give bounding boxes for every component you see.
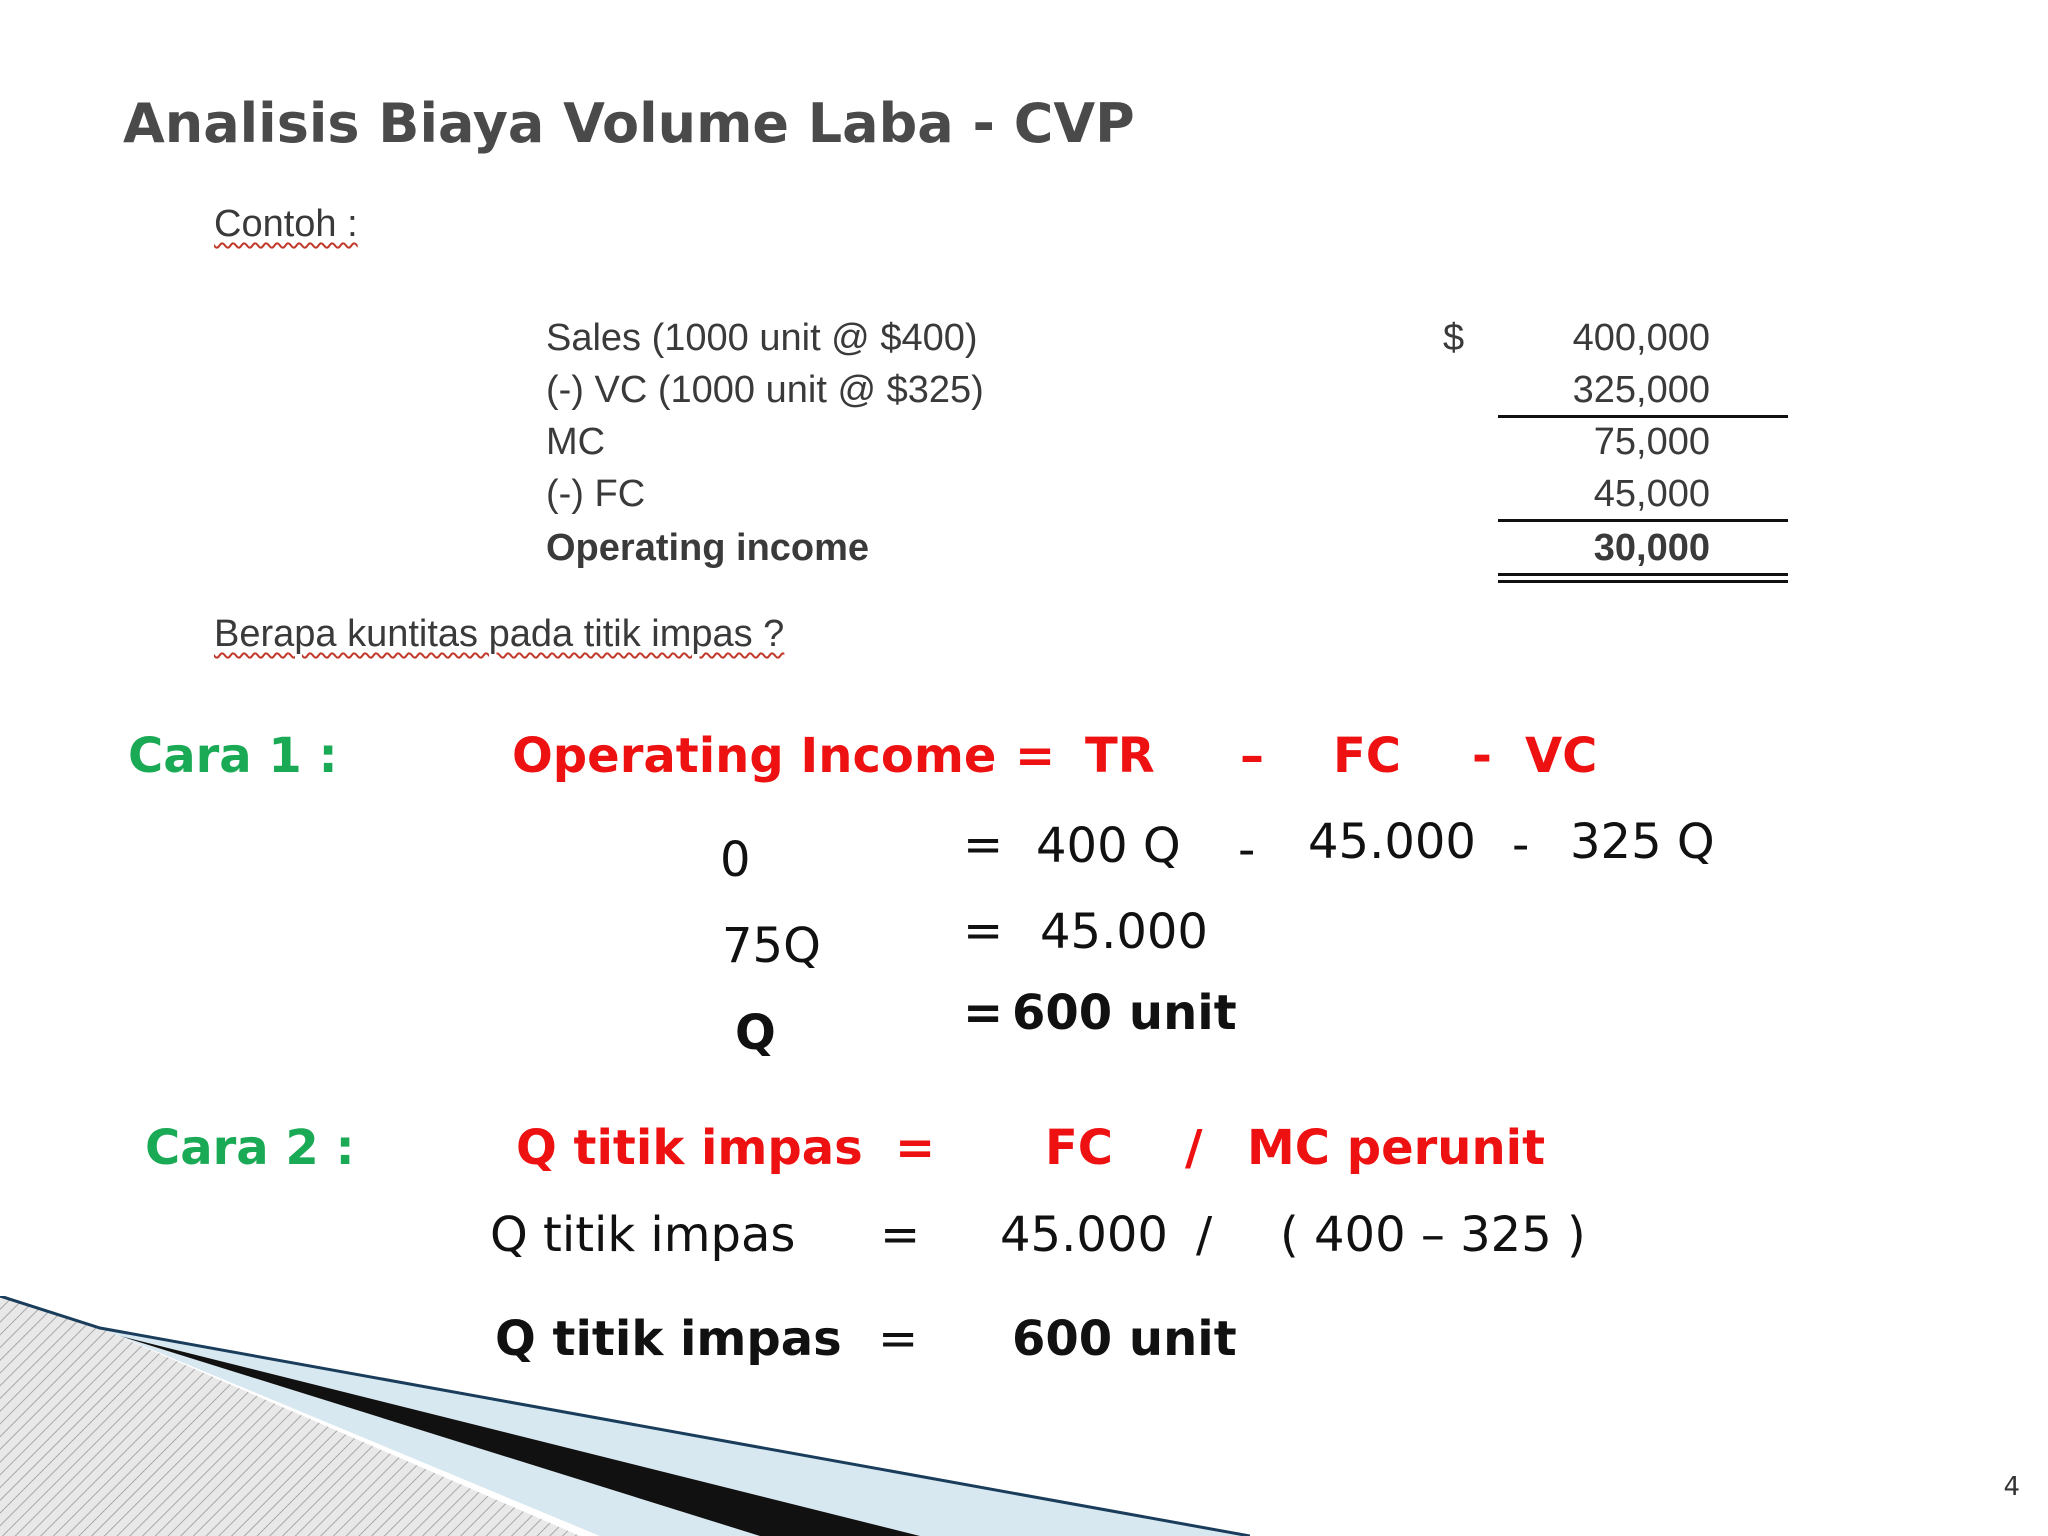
cara2-step1-op: / — [1196, 1207, 1213, 1263]
cara2-step2-result: 600 unit — [1012, 1311, 1237, 1367]
cara2-lhs: Q titik impas — [516, 1120, 863, 1176]
cara2-step1-a: 45.000 — [1000, 1207, 1168, 1263]
row-oi-label: Operating income — [546, 527, 870, 569]
cara1-step1-op1: - — [1238, 822, 1256, 878]
row-fc-label: (-) FC — [546, 473, 646, 515]
cara2-step1-lhs: Q titik impas — [490, 1207, 796, 1263]
cara2-eq: = — [895, 1120, 936, 1176]
cara1-step1-c: 325 Q — [1570, 814, 1715, 870]
row-vc-label: (-) VC (1000 unit @ $325) — [546, 369, 984, 411]
cara1-step3-eq: = — [963, 985, 1004, 1041]
cara1-op1: – — [1240, 728, 1264, 784]
cara1-eq: = — [1015, 728, 1056, 784]
row-oi-amount: 30,000 — [1593, 527, 1710, 569]
cara1-step1-op2: - — [1512, 817, 1530, 873]
row-mc-amount: 75,000 — [1593, 421, 1710, 463]
slide-title: Analisis Biaya Volume Laba - CVP — [123, 92, 1135, 155]
cara1-step3-lhs: Q — [735, 1005, 776, 1061]
cara2-label: Cara 2 : — [145, 1120, 355, 1176]
cara2-mc: MC perunit — [1247, 1120, 1546, 1176]
cara1-step2-eq: = — [963, 903, 1004, 959]
cara1-label: Cara 1 : — [128, 728, 338, 784]
cara2-step1-b: ( 400 – 325 ) — [1280, 1207, 1586, 1263]
cara2-op: / — [1185, 1120, 1203, 1176]
cara2-step2-eq: = — [878, 1311, 919, 1367]
example-question: Berapa kuntitas pada titik impas ? — [214, 613, 785, 655]
cara1-lhs: Operating Income — [512, 728, 997, 784]
cara1-step2-lhs: 75Q — [722, 918, 821, 974]
cara1-step1-b: 45.000 — [1308, 814, 1476, 870]
cara1-step2-a: 45.000 — [1040, 904, 1208, 960]
subtotal-rule — [1498, 415, 1788, 418]
cara1-op2: - — [1472, 728, 1492, 784]
row-mc-label: MC — [546, 421, 606, 463]
row-sales-label: Sales (1000 unit @ $400) — [546, 317, 978, 359]
cara1-step1-lhs: 0 — [720, 832, 751, 888]
cara1-fc: FC — [1333, 728, 1402, 784]
double-rule-top — [1498, 573, 1788, 576]
page-number: 4 — [2003, 1472, 2020, 1502]
cara1-tr: TR — [1085, 728, 1155, 784]
double-rule-bottom — [1498, 580, 1788, 583]
cara2-step1-eq: = — [880, 1207, 921, 1263]
row-vc-amount: 325,000 — [1572, 369, 1710, 411]
example-heading: Contoh : — [214, 203, 358, 245]
row-sales-amount: 400,000 — [1572, 317, 1710, 359]
cara2-fc: FC — [1045, 1120, 1114, 1176]
row-sales-currency: $ — [1443, 317, 1465, 359]
example-image — [190, 195, 1820, 685]
cara1-step1-a: 400 Q — [1036, 818, 1181, 874]
cara1-step3-result: 600 unit — [1012, 985, 1237, 1041]
row-fc-amount: 45,000 — [1593, 473, 1710, 515]
cara1-vc: VC — [1525, 728, 1598, 784]
total-rule — [1498, 519, 1788, 522]
cara2-step2-lhs: Q titik impas — [495, 1311, 842, 1367]
cara1-step1-eq: = — [963, 817, 1004, 873]
